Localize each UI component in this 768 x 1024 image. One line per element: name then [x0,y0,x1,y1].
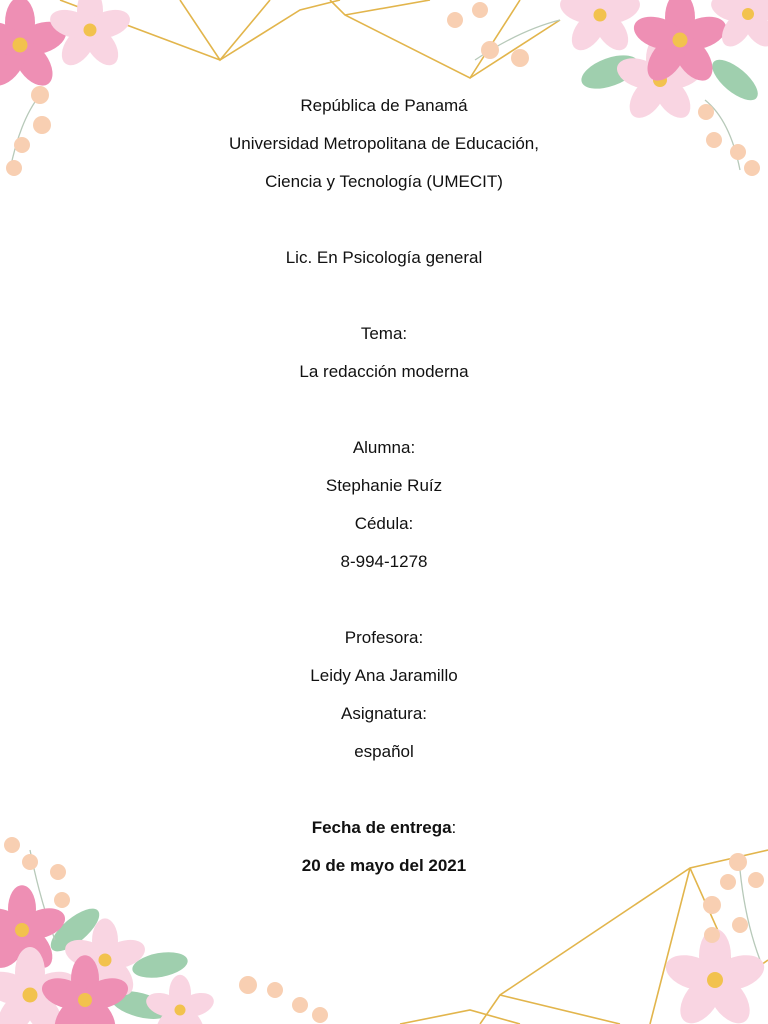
student-name: Stephanie Ruíz [325,476,443,495]
professor-name: Leidy Ana Jaramillo [310,666,458,685]
country-name: República de Panamá [300,96,468,115]
professor-label: Profesora: [344,628,424,647]
delivery-date-label-line [0,816,768,840]
flower-cluster-bottom-right [661,853,768,1024]
subject-value: español [354,742,414,761]
id-label: Cédula: [354,514,414,533]
delivery-date-value: 20 de mayo del 2021 [301,856,467,875]
delivery-date-colon: : [451,818,457,837]
student-label: Alumna: [352,438,416,457]
subject-label: Asignatura: [341,704,427,723]
university-name-line1: Universidad Metropolitana de Educación, [229,134,539,153]
program-name: Lic. En Psicología general [285,248,483,267]
topic-label: Tema: [360,324,408,343]
topic-value: La redacción moderna [299,362,469,381]
university-name-line2: Ciencia y Tecnología (UMECIT) [265,172,503,191]
delivery-date-label: Fecha de entrega [311,818,452,837]
id-value: 8-994-1278 [340,552,428,571]
